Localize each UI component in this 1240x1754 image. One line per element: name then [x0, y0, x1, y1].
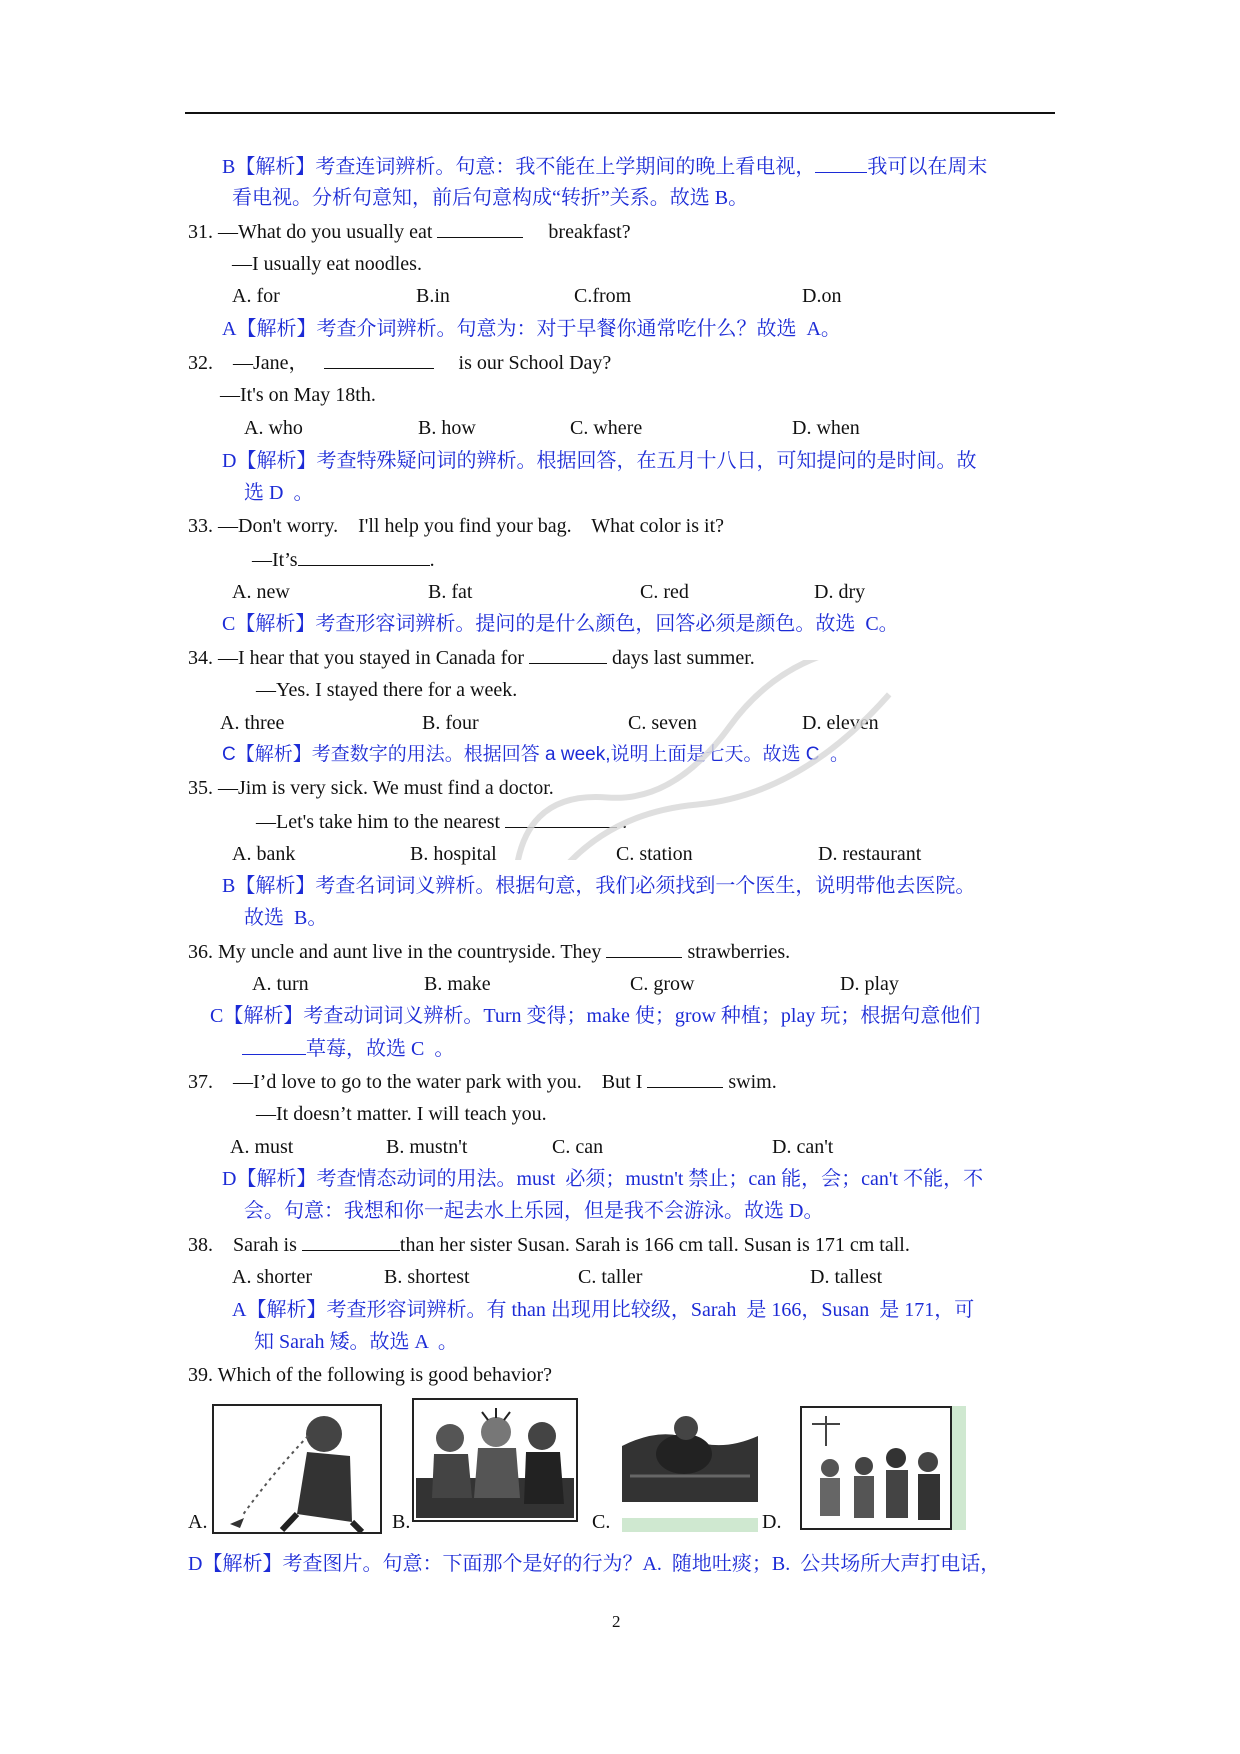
q36-explanation-line2: 草莓，故选 C 。 [242, 1034, 454, 1063]
q34-option-d: D. eleven [802, 712, 879, 734]
q31-option-a: A. for [232, 285, 280, 307]
q35-reply: —Let's take him to the nearest . [256, 807, 627, 836]
q36-option-c: C. grow [630, 973, 695, 995]
picture-a-spitting [212, 1404, 382, 1534]
q32-stem: 32. —Jane， is our School Day? [188, 348, 611, 377]
q33-reply: —It’s . [252, 545, 435, 574]
q35-explanation-line1: B【解析】考查名词词义辨析。根据句意，我们必须找到一个医生，说明带他去医院。 [222, 875, 976, 897]
q33-option-b: B. fat [428, 581, 473, 603]
q32-explanation-line2: 选 D 。 [244, 482, 314, 504]
q34-stem: 34. —I hear that you stayed in Canada for days last summer. [188, 643, 755, 672]
q37-reply: —It doesn’t matter. I will teach you. [256, 1103, 547, 1125]
q38-stem: 38. Sarah is than her sister Susan. Sarah is 166 cm tall. Susan is 171 cm tall. [188, 1230, 910, 1259]
picture-c-trampling-grass [622, 1406, 758, 1532]
q31-reply: —I usually eat noodles. [232, 253, 422, 275]
q36-option-a: A. turn [252, 973, 309, 995]
q33-option-c: C. red [640, 581, 689, 603]
q31-option-b: B.in [416, 285, 450, 307]
q37-option-c: C. can [552, 1136, 604, 1158]
q32-option-b: B. how [418, 417, 476, 439]
q31-option-c: C.from [574, 285, 632, 307]
q38-option-c: C. taller [578, 1266, 643, 1288]
picture-a-label: A. [188, 1511, 208, 1533]
q37-stem: 37. —I’d love to go to the water park with you. But I swim. [188, 1067, 777, 1096]
q34-explanation: C【解析】考查数字的用法。根据回答 a week,说明上面是七天。故选 C 。 [222, 744, 850, 765]
q36-stem: 36. My uncle and aunt live in the countryside. They strawberries. [188, 937, 790, 966]
q38-explanation-line1: A【解析】考查形容词辨析。有 than 出现用比较级，Sarah 是 166，Susan 是 171，可 [232, 1299, 975, 1321]
q36-option-b: B. make [424, 973, 491, 995]
q35-explanation-line2: 故选 B。 [244, 907, 328, 929]
q30-explanation-line2: 看电视。分析句意知，前后句意构成“转折”关系。故选 B。 [232, 187, 749, 209]
q37-option-a: A. must [230, 1136, 294, 1158]
q32-option-a: A. who [244, 417, 303, 439]
q35-stem: 35. —Jim is very sick. We must find a doctor. [188, 777, 554, 799]
q37-explanation-line1: D【解析】考查情态动词的用法。must 必须；mustn't 禁止；can 能，会；can't 不能，不 [222, 1168, 984, 1190]
q35-option-c: C. station [616, 843, 693, 865]
picture-d-label: D. [762, 1511, 782, 1533]
header-rule [185, 112, 1055, 114]
q31-option-d: D.on [802, 285, 842, 307]
q34-reply: —Yes. I stayed there for a week. [256, 679, 518, 701]
q30-explanation-line1: B【解析】考查连词辨析。句意：我不能在上学期间的晚上看电视， 我可以在周末 [222, 152, 987, 181]
q34-option-b: B. four [422, 712, 479, 734]
q37-explanation-line2: 会。句意：我想和你一起去水上乐园，但是我不会游泳。故选 D。 [244, 1200, 824, 1222]
q33-option-a: A. new [232, 581, 290, 603]
picture-d-queue [800, 1406, 966, 1530]
q35-option-b: B. hospital [410, 843, 497, 865]
q32-option-d: D. when [792, 417, 860, 439]
q38-explanation-line2: 知 Sarah 矮。故选 A 。 [254, 1331, 458, 1353]
q33-stem: 33. —Don't worry. I'll help you find your bag. What color is it? [188, 515, 725, 537]
q37-option-d: D. can't [772, 1136, 834, 1158]
q32-explanation-line1: D【解析】考查特殊疑问词的辨析。根据回答，在五月十八日，可知提问的是时间。故 [222, 450, 977, 472]
q35-option-d: D. restaurant [818, 843, 922, 865]
q32-option-c: C. where [570, 417, 643, 439]
q38-option-a: A. shorter [232, 1266, 312, 1288]
q31-stem: 31. —What do you usually eat breakfast? [188, 217, 631, 246]
picture-b-label: B. [392, 1511, 411, 1533]
q31-explanation: A【解析】考查介词辨析。句意为：对于早餐你通常吃什么？故选 A。 [222, 318, 841, 340]
q39-explanation: D【解析】考查图片。句意：下面那个是好的行为？A. 随地吐痰；B. 公共场所大声打电话， [188, 1553, 1001, 1575]
q38-option-b: B. shortest [384, 1266, 470, 1288]
q33-explanation: C【解析】考查形容词辨析。提问的是什么颜色，回答必须是颜色。故选 C。 [222, 613, 899, 635]
q36-option-d: D. play [840, 973, 899, 995]
q34-option-c: C. seven [628, 712, 697, 734]
q37-option-b: B. mustn't [386, 1136, 468, 1158]
q38-option-d: D. tallest [810, 1266, 883, 1288]
page-number: 2 [612, 1612, 621, 1631]
q39-stem: 39. Which of the following is good behavior? [188, 1364, 553, 1386]
picture-b-loud-phone [412, 1398, 578, 1522]
q35-option-a: A. bank [232, 843, 296, 865]
picture-c-label: C. [592, 1511, 611, 1533]
q32-reply: —It's on May 18th. [220, 384, 376, 406]
q36-explanation-line1: C【解析】考查动词词义辨析。Turn 变得；make 使；grow 种植；play 玩；根据句意他们 [210, 1005, 981, 1027]
q34-option-a: A. three [220, 712, 285, 734]
q33-option-d: D. dry [814, 581, 866, 603]
